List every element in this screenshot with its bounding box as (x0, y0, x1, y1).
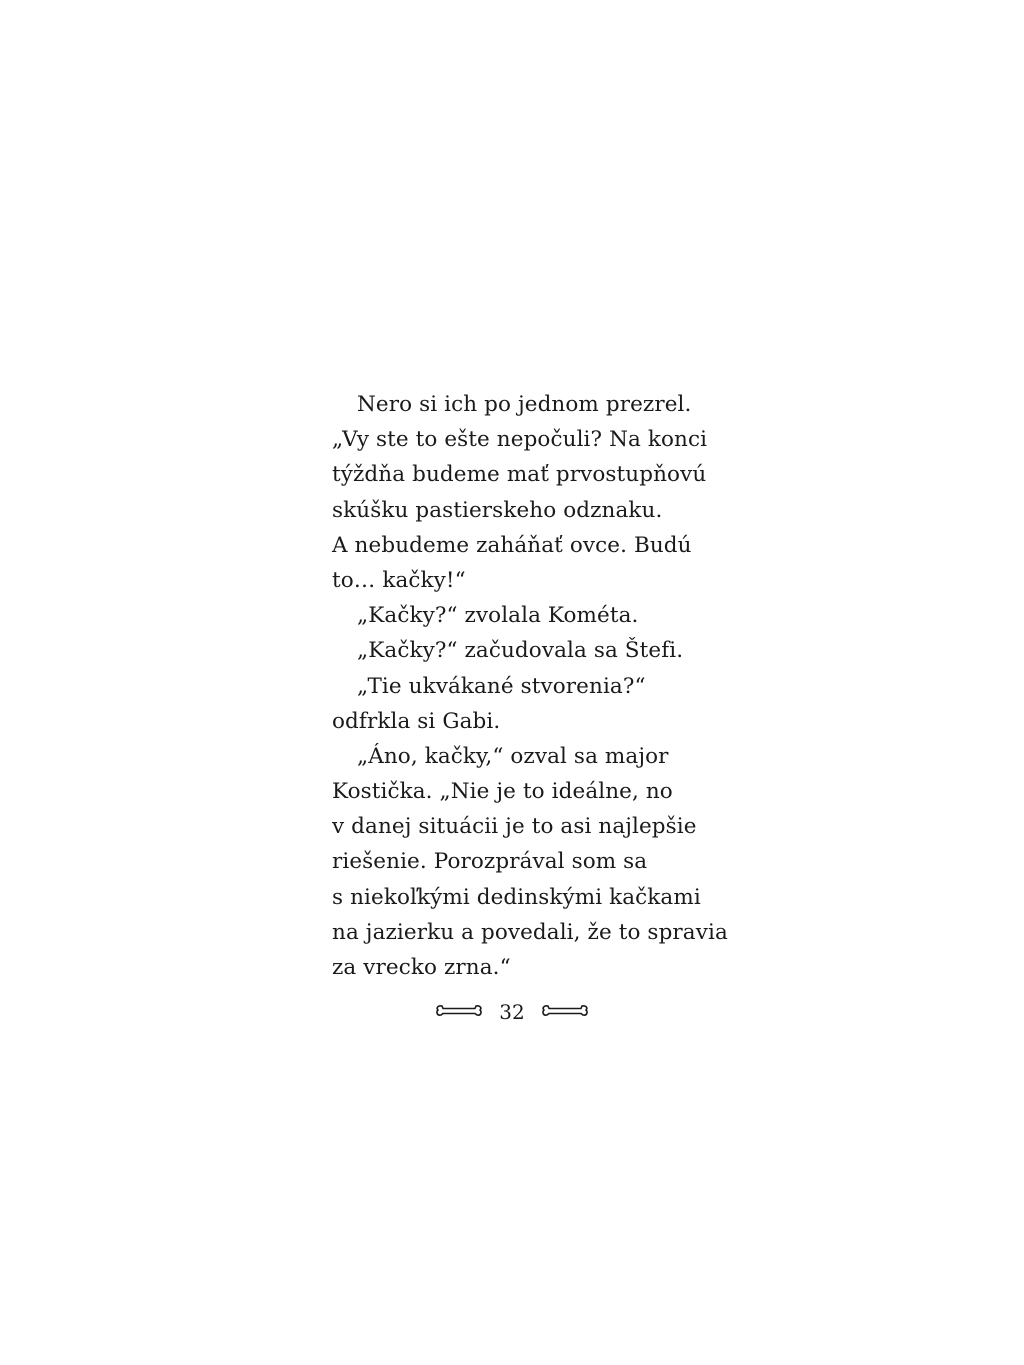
bone-icon (435, 1002, 483, 1022)
text-line: na jazierku a povedali, že to spravia (332, 919, 728, 945)
text-line: „Áno, kačky,“ ozval sa major (357, 743, 669, 769)
page-number: 32 (499, 1000, 525, 1024)
text-line: Nero si ich po jednom prezrel. (357, 392, 692, 417)
text-line: „Tie ukvákané stvorenia?“ (357, 673, 646, 699)
page-footer (0, 997, 1024, 1027)
text-line: v danej situácii je to asi najlepšie (332, 814, 697, 840)
text-line: za vrecko zrna.“ (332, 955, 511, 980)
text-line: „Kačky?“ začudovala sa Štefi. (357, 638, 684, 664)
body-text (332, 387, 732, 985)
text-line: Kostička. „Nie je to ideálne, no (332, 779, 673, 805)
text-line: s niekoľkými dedinskými kačkami (332, 884, 701, 910)
text-line: „Kačky?“ zvolala Kométa. (357, 603, 639, 629)
text-line: to… kačky!“ (332, 567, 466, 593)
text-line: odfrkla si Gabi. (332, 708, 501, 734)
bone-icon (541, 1002, 589, 1022)
text-line: „Vy ste to ešte nepočuli? Na konci (332, 427, 708, 453)
text-line: A nebudeme zaháňať ovce. Budú (332, 532, 692, 558)
text-line: týždňa budeme mať prvostupňovú (332, 462, 707, 488)
text-line: riešenie. Porozprával som sa (332, 849, 648, 875)
text-line: skúšku pastierskeho odznaku. (332, 497, 663, 523)
